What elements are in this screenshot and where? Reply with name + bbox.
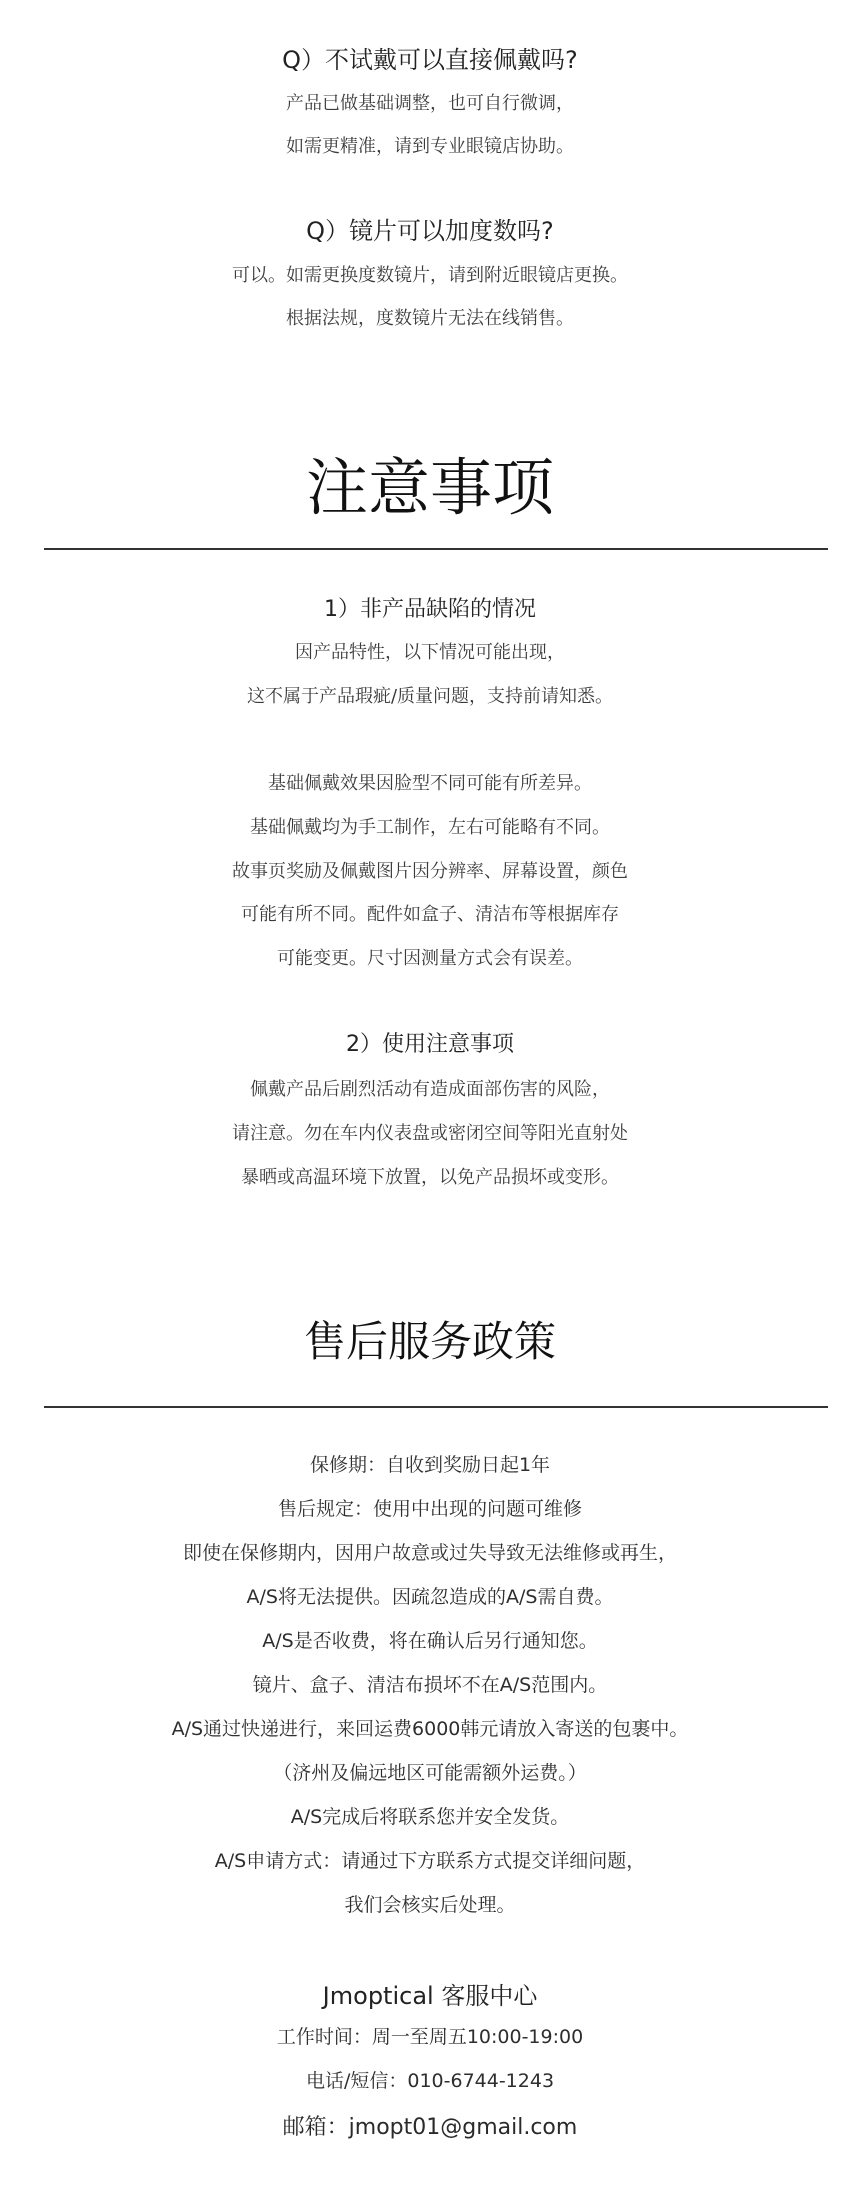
after-sales-line-8: （济州及偏远地区可能需额外运费。） — [273, 1762, 587, 1784]
notice-item1-detail-2: 基础佩戴均为手工制作，左右可能略有不同。 — [250, 817, 610, 838]
notice-item2-line-2: 请注意。勿在车内仪表盘或密闭空间等阳光直射处 — [232, 1123, 628, 1144]
notice-item1-detail-3: 故事页奖励及佩戴图片因分辨率、屏幕设置，颜色 — [232, 861, 628, 882]
notice-item2-line-1: 佩戴产品后剧烈活动有造成面部伤害的风险， — [250, 1079, 610, 1100]
after-sales-line-2: 售后规定：使用中出现的问题可维修 — [277, 1498, 582, 1520]
notice-item1-detail-5: 可能变更。尺寸因测量方式会有误差。 — [277, 948, 583, 969]
after-sales-divider — [44, 1406, 828, 1408]
notice-item2-line-3: 暴晒或高温环境下放置，以免产品损坏或变形。 — [241, 1167, 619, 1188]
after-sales-line-6: 镜片、盒子、清洁布损坏不在A/S范围内。 — [252, 1674, 608, 1696]
after-sales-line-5: A/S是否收费，将在确认后另行通知您。 — [262, 1630, 598, 1652]
after-sales-line-3: 即使在保修期内，因用户故意或过失导致无法维修或再生， — [182, 1542, 677, 1564]
notice-divider — [44, 548, 828, 550]
after-sales-line-9: A/S完成后将联系您并安全发货。 — [290, 1806, 570, 1828]
notice-item1-detail-1: 基础佩戴效果因脸型不同可能有所差异。 — [268, 773, 592, 794]
faq-answer-2-line-1: 可以。如需更换度数镜片，请到附近眼镜店更换。 — [232, 265, 628, 286]
notice-item1-detail-4: 可能有所不同。配件如盒子、清洁布等根据库存 — [241, 904, 619, 925]
contact-hours: 工作时间：周一至周五10:00-19:00 — [276, 2026, 584, 2048]
faq-answer-1-line-2: 如需更精准，请到专业眼镜店协助。 — [286, 136, 574, 157]
after-sales-line-10: A/S申请方式：请通过下方联系方式提交详细问题， — [214, 1850, 646, 1872]
after-sales-line-1: 保修期：自收到奖励日起1年 — [309, 1454, 551, 1476]
notice-item1-title: 1）非产品缺陷的情况 — [324, 597, 536, 622]
after-sales-line-7: A/S通过快递进行，来回运费6000韩元请放入寄送的包裹中。 — [171, 1718, 689, 1740]
notice-item1-intro-1: 因产品特性，以下情况可能出现， — [295, 642, 565, 663]
faq-answer-2-line-2: 根据法规，度数镜片无法在线销售。 — [286, 308, 574, 329]
faq-answer-1-line-1: 产品已做基础调整，也可自行微调， — [286, 93, 574, 114]
notice-item2-title: 2）使用注意事项 — [346, 1032, 514, 1057]
contact-title: Jmoptical 客服中心 — [322, 1982, 538, 2010]
notice-title: 注意事项 — [305, 451, 554, 524]
notice-item1-intro-2: 这不属于产品瑕疵/质量问题，支持前请知悉。 — [246, 686, 614, 707]
faq-question-2: Q）镜片可以加度数吗? — [306, 217, 554, 245]
after-sales-line-11: 我们会核实后处理。 — [344, 1894, 516, 1916]
after-sales-title: 售后服务政策 — [303, 1317, 556, 1366]
contact-email: 邮箱：jmopt01@gmail.com — [282, 2115, 578, 2140]
faq-question-1: Q）不试戴可以直接佩戴吗? — [282, 46, 578, 74]
contact-phone: 电话/短信：010-6744-1243 — [305, 2070, 555, 2092]
after-sales-line-4: A/S将无法提供。因疏忽造成的A/S需自费。 — [246, 1586, 614, 1608]
